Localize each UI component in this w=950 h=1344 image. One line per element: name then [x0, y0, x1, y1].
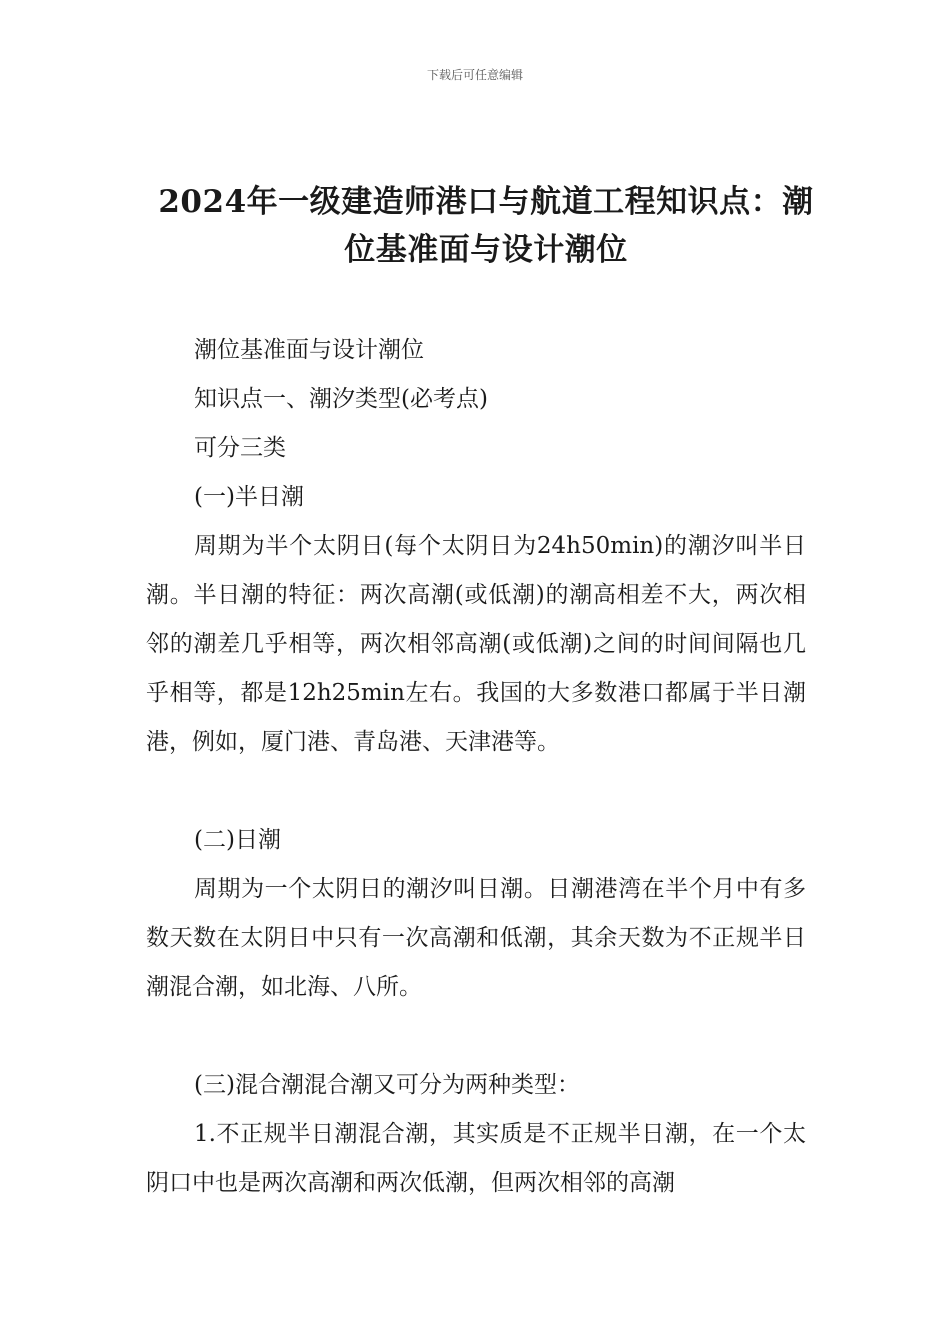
blank-line [146, 1012, 806, 1061]
heading-diurnal-tide: (二)日潮 [194, 827, 281, 853]
heading-mixed-tide: (三)混合潮混合潮又可分为两种类型： [194, 1072, 580, 1098]
paragraph-semidiurnal-tide: 周期为半个太阴日(每个太阴日为24h50min)的潮汐叫半日潮。半日潮的特征：两次高潮(或低潮)的潮高相差不大，两次相邻的潮差几乎相等，两次相邻高潮(或低潮)之间的时间间隔也几乎相等，都是12h25min左右。我国的大多数港口都属于半日潮港，例如，厦门港、青岛港、天津港等。 [146, 533, 806, 755]
paragraph-diurnal-tide: 周期为一个太阴日的潮汐叫日潮。日潮港湾在半个月中有多数天数在太阴日中只有一次高潮和低潮，其余天数为不正规半日潮混合潮，如北海、八所。 [146, 876, 806, 1000]
blank-line [146, 767, 806, 816]
paragraph-subtitle: 潮位基准面与设计潮位 [194, 337, 424, 363]
paragraph-knowledge-point-1: 知识点一、潮汐类型(必考点) [194, 386, 488, 412]
document-title: 2024年一级建造师港口与航道工程知识点：潮位基准面与设计潮位 [158, 184, 814, 268]
document-body [146, 326, 806, 1208]
heading-semidiurnal-tide: (一)半日潮 [194, 484, 304, 510]
page-header-note: 下载后可任意编辑 [426, 68, 523, 82]
paragraph-three-types: 可分三类 [194, 435, 286, 461]
paragraph-mixed-tide-1: 1.不正规半日潮混合潮，其实质是不正规半日潮，在一个太阴口中也是两次高潮和两次低潮，但两次相邻的高潮 [146, 1121, 806, 1196]
